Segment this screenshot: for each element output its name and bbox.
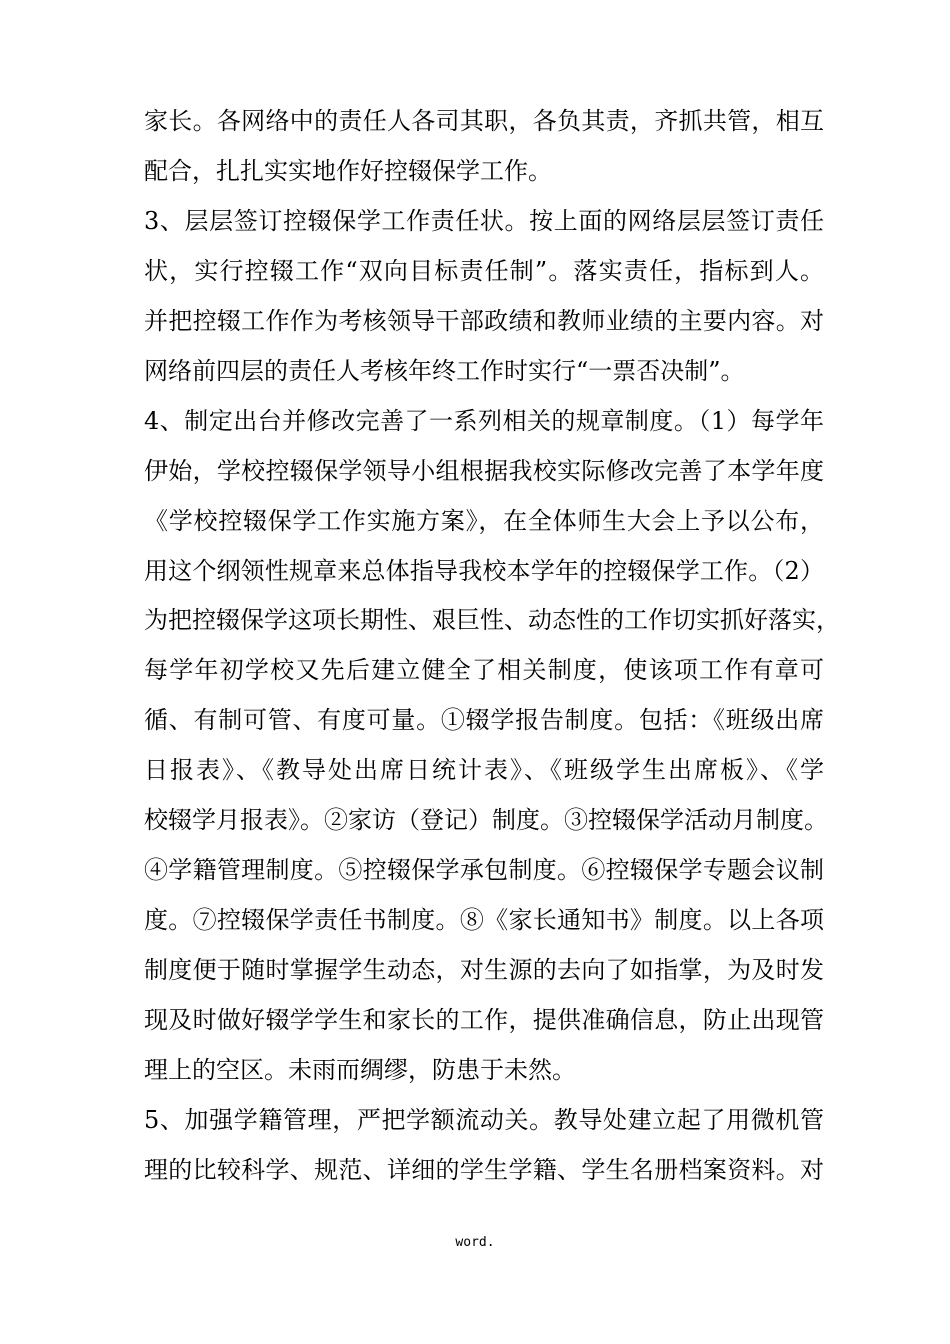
paragraph-line: 5、加强学籍管理，严把学额流动关。教导处建立起了用微机管: [144, 1106, 824, 1134]
paragraph-line: 校辍学月报表》。②家访（登记）制度。③控辍保学活动月制度。: [144, 806, 828, 834]
paragraph-line: 现及时做好辍学学生和家长的工作，提供准确信息，防止出现管: [144, 1006, 824, 1034]
paragraph-line: 4、制定出台并修改完善了一系列相关的规章制度。（1）每学年: [144, 407, 824, 435]
paragraph-line: 循、有制可管、有度可量。①辍学报告制度。包括：《班级出席: [144, 706, 824, 734]
paragraph-line: 伊始，学校控辍保学领导小组根据我校实际修改完善了本学年度: [144, 457, 824, 485]
paragraph-line: 《学校控辍保学工作实施方案》，在全体师生大会上予以公布，: [144, 507, 824, 535]
paragraph-line: 状，实行控辍工作“双向目标责任制”。落实责任，指标到人。: [144, 257, 824, 285]
paragraph-line: 用这个纲领性规章来总体指导我校本学年的控辍保学工作。（2）: [144, 557, 824, 585]
paragraph-line: 日报表》、《教导处出席日统计表》、《班级学生出席板》、《学: [144, 756, 824, 784]
paragraph-line: 理的比较科学、规范、详细的学生学籍、学生名册档案资料。对: [144, 1156, 824, 1184]
page-footer: word.: [455, 1235, 495, 1250]
paragraph-line: 配合，扎扎实实地作好控辍保学工作。: [144, 157, 552, 185]
paragraph-line: 网络前四层的责任人考核年终工作时实行“一票否决制”。: [144, 357, 745, 385]
paragraph-line: 度。⑦控辍保学责任书制度。⑧《家长通知书》制度。以上各项: [144, 906, 824, 934]
paragraph-line: 理上的空区。未雨而绸缪，防患于未然。: [144, 1056, 576, 1084]
paragraph-line: 家长。各网络中的责任人各司其职，各负其责，齐抓共管，相互: [144, 107, 824, 135]
paragraph-line: 3、层层签订控辍保学工作责任状。按上面的网络层层签订责任: [144, 207, 824, 235]
paragraph-line: 并把控辍工作作为考核领导干部政绩和教师业绩的主要内容。对: [144, 307, 824, 335]
paragraph-line: 每学年初学校又先后建立健全了相关制度，使该项工作有章可: [144, 656, 824, 684]
paragraph-line: 为把控辍保学这项长期性、艰巨性、动态性的工作切实抓好落实，: [144, 606, 840, 634]
paragraph-line: 制度便于随时掌握学生动态，对生源的去向了如指掌，为及时发: [144, 956, 824, 984]
paragraph-line: ④学籍管理制度。⑤控辍保学承包制度。⑥控辍保学专题会议制: [144, 856, 824, 884]
